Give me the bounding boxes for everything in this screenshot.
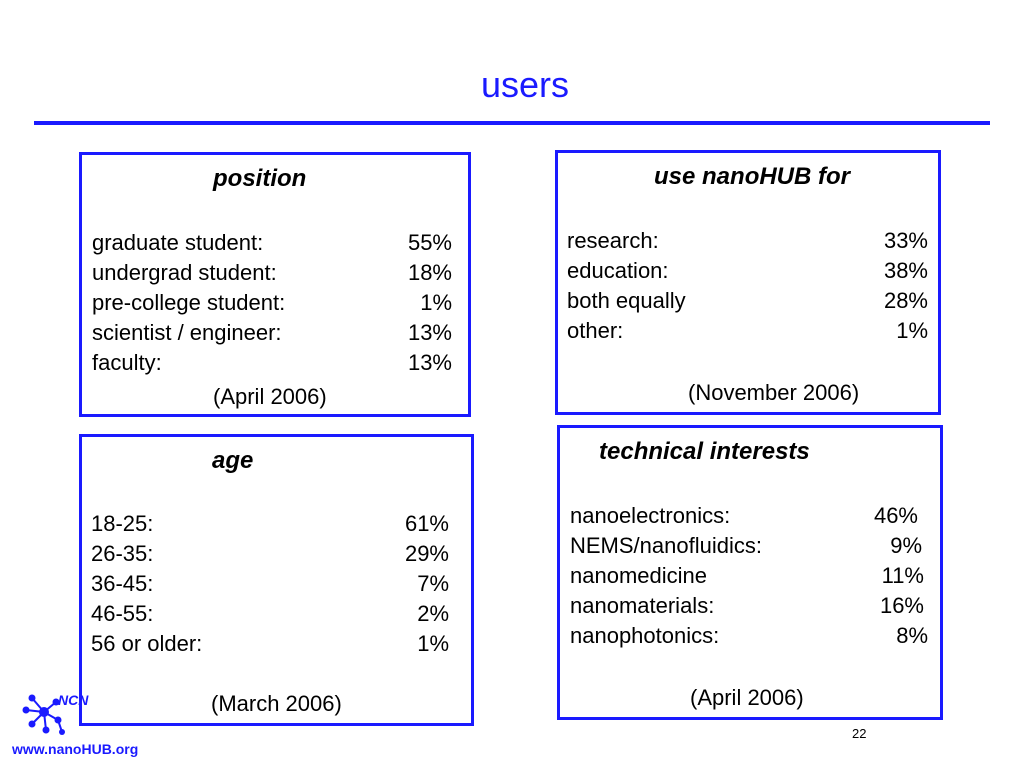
position-survey-date: (April 2006) <box>213 384 327 409</box>
interests-row-label: nanoelectronics: <box>570 503 731 528</box>
interests-row-value: 16% <box>879 593 924 618</box>
age-row-value: 7% <box>417 571 449 596</box>
interests-box <box>557 425 943 720</box>
position-box-title: position <box>213 165 307 192</box>
interests-row-label: nanomedicine <box>570 563 707 588</box>
age-row <box>91 599 449 629</box>
usage-row <box>567 226 928 256</box>
usage-row <box>567 316 928 346</box>
usage-row-value: 38% <box>883 258 928 283</box>
interests-row-label: NEMS/nanofluidics: <box>570 533 762 558</box>
interests-survey-date: (April 2006) <box>690 685 804 710</box>
position-row-value: 13% <box>407 320 452 345</box>
age-row-label: 18-25: <box>91 511 154 536</box>
usage-row-label: other: <box>567 318 624 343</box>
position-row-value: 1% <box>420 290 452 315</box>
position-row-value: 18% <box>407 260 452 285</box>
position-row-label: undergrad student: <box>92 260 277 285</box>
position-row-value: 55% <box>407 230 452 255</box>
age-row-value: 29% <box>404 541 449 566</box>
position-row <box>92 288 452 318</box>
interests-row-value: 11% <box>881 563 924 588</box>
interests-row <box>570 621 928 651</box>
age-row-value: 1% <box>417 631 449 656</box>
age-row <box>91 509 449 539</box>
age-row-label: 26-35: <box>91 541 154 566</box>
position-box <box>79 152 471 417</box>
slide-title: users <box>480 64 570 105</box>
usage-row-value: 33% <box>883 228 928 253</box>
interests-row-label: nanomaterials: <box>570 593 715 618</box>
interests-row-value: 46% <box>873 503 918 528</box>
usage-row <box>567 286 928 316</box>
usage-box-title: use nanoHUB for <box>654 163 851 190</box>
interests-row-value: 8% <box>896 623 928 648</box>
age-row-label: 36-45: <box>91 571 154 596</box>
usage-box <box>555 150 941 415</box>
age-survey-date: (March 2006) <box>211 691 342 716</box>
usage-row-label: research: <box>567 228 659 253</box>
page-number: 22 <box>852 726 867 741</box>
usage-row-value: 28% <box>883 288 928 313</box>
age-row-label: 46-55: <box>91 601 154 626</box>
usage-row-value: 1% <box>896 318 928 343</box>
position-row <box>92 228 452 258</box>
interests-box-title: technical interests <box>599 438 810 465</box>
age-row-value: 61% <box>404 511 449 536</box>
usage-row <box>567 256 928 286</box>
title-divider <box>34 121 990 125</box>
position-row-label: pre-college student: <box>92 290 286 315</box>
age-row-value: 2% <box>417 601 449 626</box>
usage-row-label: both equally <box>567 288 686 313</box>
interests-row <box>570 591 928 621</box>
interests-row <box>570 501 928 531</box>
position-row-label: scientist / engineer: <box>92 320 282 345</box>
position-row <box>92 258 452 288</box>
interests-row <box>570 561 928 591</box>
age-row <box>91 569 449 599</box>
interests-row <box>570 531 928 561</box>
interests-row-label: nanophotonics: <box>570 623 720 648</box>
age-box-title: age <box>212 447 254 474</box>
nanohub-url-link[interactable]: www.nanoHUB.org <box>12 741 139 757</box>
position-row-label: faculty: <box>92 350 162 375</box>
ncn-logo-text: NCN <box>58 692 89 708</box>
usage-row-label: education: <box>567 258 669 283</box>
position-row <box>92 348 452 378</box>
usage-survey-date: (November 2006) <box>688 380 860 405</box>
position-row-value: 13% <box>407 350 452 375</box>
age-row <box>91 629 449 659</box>
interests-row-value: 9% <box>890 533 922 558</box>
position-row <box>92 318 452 348</box>
age-row-label: 56 or older: <box>91 631 203 656</box>
age-row <box>91 539 449 569</box>
position-row-label: graduate student: <box>92 230 264 255</box>
age-box <box>79 434 474 726</box>
